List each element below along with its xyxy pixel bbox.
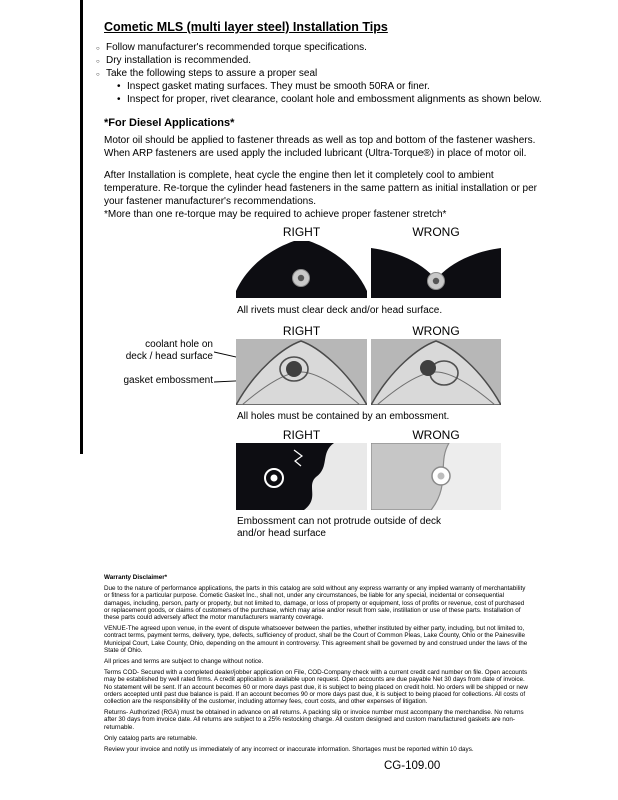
legal-section [104, 574, 528, 757]
page-number: CG-109.00 [384, 760, 441, 772]
annotation-coolant-line1: coolant hole on [145, 339, 213, 350]
tip-bullet: ○ Dry installation is recommended. [96, 54, 566, 67]
annotation-gasket-embossment: gasket embossment [123, 375, 213, 386]
diesel-paragraph-1: Motor oil should be applied to fastener threads as well as top and bottom of the fastener washers. When ARP fasteners are used apply the included lubricant (Ultra-Torque®) in place of motor oil. [104, 135, 536, 159]
rivet-clearance-wrong-diagram [371, 241, 501, 298]
legal-paragraph: Returns- Authorized (RGA) must be obtained in advance on all returns. A packing slip or invoice number must accompany the merchandise. No returns after 30 days from invoice date. All returns are subject to a 25% restocking charge. All custom designed and custom manufactured gaskets are non-returnable. [104, 709, 524, 731]
rivet-clearance-right-diagram [236, 241, 367, 298]
legal-paragraph: Review your invoice and notify us immediately of any incorrect or inaccurate information. Shortages must be reported within 10 days. [104, 746, 474, 754]
retorque-note: *More than one re-torque may be required to achieve proper fastener stretch* [104, 209, 447, 220]
diesel-applications-heading: *For Diesel Applications* [104, 117, 235, 129]
tip-bullet: ○ Follow manufacturer's recommended torque specifications. [96, 41, 566, 54]
wrong-label-row1: WRONG [412, 225, 460, 239]
legal-heading: Warranty Disclaimer* [104, 574, 168, 581]
wrong-label-row3: WRONG [412, 428, 460, 442]
embossment-right-diagram [236, 443, 367, 510]
annotation-coolant-line2: deck / head surface [125, 351, 213, 362]
annotation-coolant-hole [100, 339, 213, 363]
legal-paragraph: VENUE-The agreed upon venue, in the event of dispute whatsoever between the parties, whether instituted by either party, including, but not limited to, contract terms, payment terms, delivery, type, defects, sufficiency of product, shall be the Court of Common Pleas, Lake County, Ohio or the Painesville Municipal Court, Lake County, Ohio, depending on the amount in controversy. This agreement shall be governed by and construed under the laws of the State of Ohio. [104, 625, 528, 654]
right-label-row1: RIGHT [282, 225, 321, 239]
coolant-hole-wrong-diagram [371, 339, 501, 405]
diesel-paragraph-2: After Installation is complete, heat cycle the engine then let it completely cool to ambient temperature. Re-torque the cylinder head fasteners in the same pattern as initial installation or per your fastener manufacturer's recommendations. [104, 170, 538, 207]
caption-embossment-line2: and/or head surface [237, 528, 326, 539]
legal-paragraph: All prices and terms are subject to change without notice. [104, 658, 264, 666]
caption-embossment-line1: Embossment can not protrude outside of deck [237, 516, 442, 527]
tip-bullet: ○ Take the following steps to assure a proper seal [96, 67, 566, 80]
tip-subbullet: • Inspect for proper, rivet clearance, coolant hole and embossment alignments as shown below. [117, 93, 566, 106]
legal-paragraph: Only catalog parts are returnable. [104, 734, 198, 742]
right-label-row3: RIGHT [282, 428, 321, 442]
coolant-hole-right-diagram [236, 339, 367, 405]
embossment-wrong-diagram [371, 443, 501, 510]
legal-paragraph: Due to the nature of performance applications, the parts in this catalog are sold without any express warranty or any implied warranty of merchantability or fitness for a particular purpose. Cometic Gasket Inc., shall not, under any circumstances, be liable for any special, incidental or consequential damages, including, person, party or property, but not limited to, damage, or loss of property or equipment, loss of profits or revenue, cost of purchased or replacement goods, or claims of customers of the purchase, which may arise and/or result from sale, instillation or use of these parts. Installation of these parts could adversely affect the motor manufacturers warranty coverage. [104, 585, 526, 622]
right-label-row2: RIGHT [282, 324, 321, 338]
left-margin-rule [80, 0, 83, 454]
tip-subbullet: • Inspect gasket mating surfaces. They must be smooth 50RA or finer. [117, 80, 566, 93]
caption-holes: All holes must be contained by an embossment. [237, 411, 450, 422]
installation-tips-list [96, 41, 566, 106]
legal-paragraph: Terms COD- Secured with a completed dealer/jobber application on File, COD-Company check with a current credit card number on file. Open accounts may be established by well rated firms. A credit application is available upon request. Open accounts are due payable Net 30 days from date of invoice. No statement will be sent. If an account becomes 60 or more days past due, it is subject to being placed on credit hold. No orders will be shipped or new orders accepted until past due balance is paid. If an account becomes 90 or more days past due, it is subject to being placed for collections. All costs of collection are the responsibility of the customer, including attorney fees, court costs, and other expenses of litigation. [104, 669, 528, 706]
page-title: Cometic MLS (multi layer steel) Installation Tips [104, 20, 388, 34]
caption-rivets: All rivets must clear deck and/or head surface. [237, 305, 443, 316]
wrong-label-row2: WRONG [412, 324, 460, 338]
